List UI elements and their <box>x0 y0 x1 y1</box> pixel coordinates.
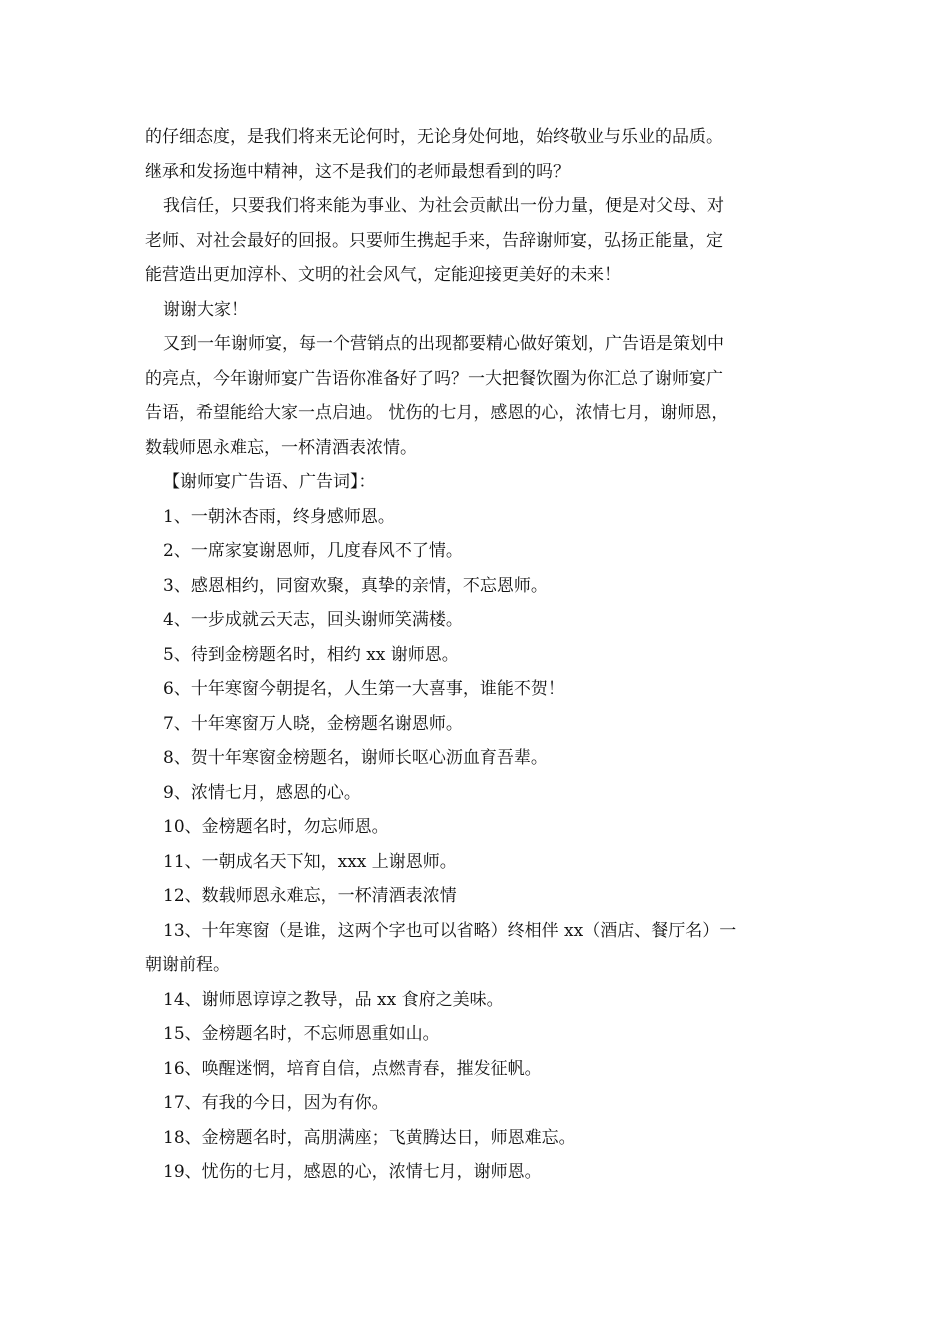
text-line: 7、十年寒窗万人晓，金榜题名谢恩师。 <box>163 713 463 734</box>
text-line: 数载师恩永难忘，一杯清酒表浓情。 <box>145 437 417 458</box>
text-line: 11、一朝成名天下知，xxx 上谢恩师。 <box>163 851 457 872</box>
text-line: 又到一年谢师宴，每一个营销点的出现都要精心做好策划，广告语是策划中 <box>163 334 724 354</box>
text-line: 3、感恩相约，同窗欢聚，真挚的亲情，不忘恩师。 <box>163 575 548 596</box>
text-line: 8、贺十年寒窗金榜题名，谢师长呕心沥血育吾辈。 <box>163 748 548 768</box>
text-line: 2、一席家宴谢恩师，几度春风不了情。 <box>163 541 463 561</box>
text-line: 10、金榜题名时，勿忘师恩。 <box>163 817 389 837</box>
document-body <box>145 120 810 1190</box>
text-line: 17、有我的今日，因为有你。 <box>163 1093 389 1113</box>
text-line: 1、一朝沐杏雨，终身感师恩。 <box>163 506 395 527</box>
text-line: 13、十年寒窗（是谁，这两个字也可以省略）终相伴 xx（酒店、餐厅名）一 <box>163 920 737 941</box>
text-line: 继承和发扬迤中精神，这不是我们的老师最想看到的吗？ <box>145 161 570 182</box>
text-line: 我信任，只要我们将来能为事业、为社会贡献出一份力量，便是对父母、对 <box>163 196 724 216</box>
text-line: 16、唤醒迷惘，培育自信，点燃青春，摧发征帆。 <box>163 1058 542 1079</box>
text-line: 【谢师宴广告语、广告词】： <box>163 472 376 492</box>
text-line: 的亮点，今年谢师宴广告语你准备好了吗？一大把餐饮圈为你汇总了谢师宴广 <box>145 368 723 389</box>
text-line: 6、十年寒窗今朝提名，人生第一大喜事，谁能不贺！ <box>163 679 565 699</box>
text-line: 4、一步成就云天志，回头谢师笑满楼。 <box>163 610 463 630</box>
text-line: 谢谢大家！ <box>163 299 248 320</box>
text-line: 的仔细态度，是我们将来无论何时，无论身处何地，始终敬业与乐业的品质。 <box>145 127 723 147</box>
text-line: 19、忧伤的七月，感恩的心，浓情七月，谢师恩。 <box>163 1162 542 1182</box>
text-line: 老师、对社会最好的回报。只要师生携起手来，告辞谢师宴，弘扬正能量，定 <box>145 230 723 251</box>
text-line: 朝谢前程。 <box>145 955 230 975</box>
text-line: 14、谢师恩谆谆之教导，品 xx 食府之美味。 <box>163 989 504 1010</box>
text-line: 12、数载师恩永难忘，一杯清酒表浓情 <box>163 886 457 906</box>
text-line: 告语，希望能给大家一点启迪。 忧伤的七月，感恩的心，浓情七月，谢师恩， <box>145 403 729 423</box>
text-line: 5、待到金榜题名时，相约 xx 谢师恩。 <box>163 644 459 665</box>
text-line: 9、浓情七月，感恩的心。 <box>163 782 361 803</box>
text-line: 18、金榜题名时，高朋满座；飞黄腾达日，师恩难忘。 <box>163 1127 576 1148</box>
text-line: 能营造出更加淳朴、文明的社会风气，定能迎接更美好的未来！ <box>145 265 621 285</box>
text-line: 15、金榜题名时，不忘师恩重如山。 <box>163 1024 440 1044</box>
